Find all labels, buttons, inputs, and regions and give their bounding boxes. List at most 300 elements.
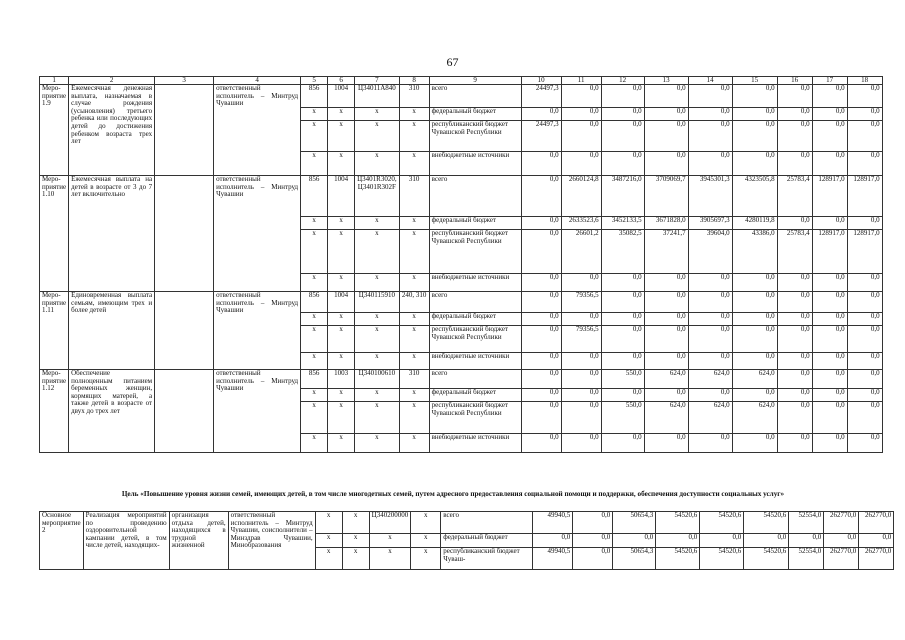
column-number-header: 16 — [777, 77, 812, 85]
column-number-header: 4 — [214, 77, 301, 85]
budget-code-type: x — [399, 389, 429, 402]
budget-code-target: x — [355, 434, 399, 453]
funding-value: 0,0 — [777, 85, 812, 108]
funding-value: 0,0 — [561, 370, 601, 389]
budget-code-type: 240, 310 — [399, 292, 429, 313]
table-row — [40, 292, 883, 313]
measure-label: Меро-приятие 1.9 — [40, 85, 69, 176]
funding-value: 128917,0 — [812, 230, 847, 274]
budget-code-target: x — [355, 389, 399, 402]
column-number-header: 17 — [812, 77, 847, 85]
funding-value: 0,0 — [521, 108, 561, 121]
measure-description: Единовременная выплата семьям, имеющим трех и более детей — [69, 292, 155, 370]
budget-code-section: x — [328, 121, 355, 152]
funding-value: 0,0 — [732, 434, 777, 453]
funding-value: 0,0 — [521, 326, 561, 353]
budget-code-section: x — [328, 230, 355, 274]
funding-source: республиканский бюджет Чувашской Республики — [429, 121, 521, 152]
funding-value: 0,0 — [521, 370, 561, 389]
funding-value: 0,0 — [812, 326, 847, 353]
measure-purpose — [155, 176, 214, 292]
budget-code-target: x — [355, 152, 399, 176]
budget-code-section: x — [328, 353, 355, 370]
budget-code-section: 1004 — [328, 292, 355, 313]
budget-code-grbs: x — [301, 389, 328, 402]
funding-value: 0,0 — [521, 217, 561, 230]
table-row — [40, 370, 883, 389]
funding-value: 2660124,8 — [561, 176, 601, 217]
funding-value: 0,0 — [601, 121, 644, 152]
measure-label: Меро-приятие 1.10 — [40, 176, 69, 292]
budget-code-type: 310 — [399, 370, 429, 389]
funding-value: 0,0 — [601, 108, 644, 121]
funding-value: 4280119,8 — [732, 217, 777, 230]
funding-value: 0,0 — [812, 353, 847, 370]
funding-value: 0,0 — [700, 534, 744, 548]
funding-value: 0,0 — [688, 274, 732, 292]
funding-value: 0,0 — [601, 326, 644, 353]
funding-value: 35082,5 — [601, 230, 644, 274]
funding-value: 0,0 — [521, 292, 561, 313]
funding-value: 54520,6 — [744, 512, 789, 534]
funding-source: всего — [429, 176, 521, 217]
funding-value: 0,0 — [688, 313, 732, 326]
funding-value: 54520,6 — [744, 548, 789, 570]
funding-source: федеральный бюджет — [429, 108, 521, 121]
funding-value: 0,0 — [847, 434, 882, 453]
column-number-header: 2 — [69, 77, 155, 85]
funding-value: 0,0 — [732, 313, 777, 326]
budget-code-section: 1003 — [328, 370, 355, 389]
funding-value: 25783,4 — [777, 176, 812, 217]
funding-value: 52554,0 — [789, 548, 824, 570]
funding-value: 0,0 — [812, 434, 847, 453]
funding-value: 3709069,7 — [644, 176, 688, 217]
funding-value: 0,0 — [521, 230, 561, 274]
funding-value: 0,0 — [688, 353, 732, 370]
funding-value: 0,0 — [521, 274, 561, 292]
funding-value: 0,0 — [777, 313, 812, 326]
budget-code-grbs: x — [315, 548, 342, 570]
funding-value: 0,0 — [561, 353, 601, 370]
budget-code-section: x — [328, 402, 355, 434]
funding-source: федеральный бюджет — [429, 217, 521, 230]
budget-code-target: x — [355, 274, 399, 292]
funding-value: 0,0 — [847, 402, 882, 434]
measure-purpose — [155, 85, 214, 176]
budget-code-grbs: x — [301, 326, 328, 353]
funding-source: федеральный бюджет — [441, 534, 533, 548]
funding-source: внебюджетные источники — [429, 353, 521, 370]
funding-value: 0,0 — [573, 512, 613, 534]
budget-code-section: x — [328, 274, 355, 292]
budget-code-type: x — [399, 326, 429, 353]
column-number-header: 10 — [521, 77, 561, 85]
funding-value: 0,0 — [601, 274, 644, 292]
page-number: 67 — [446, 55, 459, 69]
funding-value: 0,0 — [688, 152, 732, 176]
funding-value: 0,0 — [601, 85, 644, 108]
funding-source: всего — [441, 512, 533, 534]
funding-value: 3671828,0 — [644, 217, 688, 230]
budget-code-target: x — [355, 353, 399, 370]
budget-code-grbs: x — [301, 402, 328, 434]
funding-source: всего — [429, 370, 521, 389]
funding-value: 0,0 — [644, 389, 688, 402]
funding-value: 0,0 — [812, 85, 847, 108]
funding-value: 0,0 — [847, 353, 882, 370]
budget-code-type: 310 — [399, 176, 429, 217]
funding-value: 49940,5 — [533, 548, 573, 570]
funding-source: федеральный бюджет — [429, 313, 521, 326]
funding-value: 0,0 — [644, 313, 688, 326]
funding-value: 0,0 — [812, 370, 847, 389]
funding-value: 0,0 — [777, 370, 812, 389]
funding-value: 624,0 — [644, 402, 688, 434]
funding-value: 0,0 — [573, 534, 613, 548]
funding-value: 0,0 — [561, 402, 601, 434]
funding-value: 54520,6 — [656, 512, 700, 534]
funding-value: 50654,3 — [613, 512, 656, 534]
funding-value: 0,0 — [847, 121, 882, 152]
measure-label: Меро-приятие 1.12 — [40, 370, 69, 453]
funding-value: 0,0 — [561, 152, 601, 176]
funding-value: 0,0 — [644, 434, 688, 453]
funding-value: 624,0 — [688, 402, 732, 434]
funding-value: 54520,6 — [656, 548, 700, 570]
funding-value: 0,0 — [732, 326, 777, 353]
funding-value: 0,0 — [777, 326, 812, 353]
funding-value: 0,0 — [644, 152, 688, 176]
responsible-executor: ответственный исполнитель – Минтруд Чувашии — [214, 370, 301, 453]
budget-code-grbs: x — [301, 353, 328, 370]
budget-code-section: x — [328, 313, 355, 326]
funding-value: 0,0 — [847, 313, 882, 326]
funding-value: 0,0 — [777, 353, 812, 370]
budget-code-grbs: x — [301, 217, 328, 230]
funding-value: 0,0 — [561, 389, 601, 402]
funding-value: 0,0 — [644, 292, 688, 313]
measure-purpose — [155, 370, 214, 453]
funding-value: 0,0 — [847, 152, 882, 176]
funding-value: 0,0 — [777, 121, 812, 152]
funding-value: 0,0 — [561, 121, 601, 152]
funding-value: 0,0 — [732, 152, 777, 176]
budget-code-section: x — [328, 108, 355, 121]
funding-value: 0,0 — [601, 389, 644, 402]
budget-code-target: x — [369, 548, 411, 570]
funding-value: 0,0 — [812, 121, 847, 152]
funding-value: 0,0 — [688, 389, 732, 402]
funding-value: 262770,0 — [824, 512, 859, 534]
budget-code-grbs: x — [315, 512, 342, 534]
funding-value: 0,0 — [812, 292, 847, 313]
budget-code-grbs: x — [301, 108, 328, 121]
funding-value: 0,0 — [847, 292, 882, 313]
budget-code-type: x — [399, 434, 429, 453]
budget-code-grbs: 856 — [301, 292, 328, 313]
funding-value: 0,0 — [688, 108, 732, 121]
responsible-executor: ответственный исполнитель – Минтруд Чувашии — [214, 85, 301, 176]
budget-code-target: x — [369, 534, 411, 548]
budget-code-grbs: x — [301, 274, 328, 292]
funding-value: 0,0 — [777, 274, 812, 292]
funding-value: 262770,0 — [824, 548, 859, 570]
funding-value: 0,0 — [777, 292, 812, 313]
funding-value: 25783,4 — [777, 230, 812, 274]
funding-value: 0,0 — [812, 389, 847, 402]
budget-code-type: x — [399, 152, 429, 176]
funding-value: 0,0 — [521, 313, 561, 326]
budget-code-type: x — [411, 512, 441, 534]
funding-value: 262770,0 — [859, 512, 894, 534]
funding-value: 0,0 — [644, 353, 688, 370]
budget-code-target: x — [355, 108, 399, 121]
funding-value: 0,0 — [601, 152, 644, 176]
funding-value: 0,0 — [561, 434, 601, 453]
budget-code-section: 1004 — [328, 85, 355, 108]
budget-code-type: x — [411, 534, 441, 548]
column-number-header: 7 — [355, 77, 399, 85]
measure-purpose — [155, 292, 214, 370]
budget-code-section: x — [328, 217, 355, 230]
table-row — [40, 512, 894, 534]
funding-value: 0,0 — [744, 534, 789, 548]
funding-value: 0,0 — [847, 274, 882, 292]
funding-value: 54520,6 — [700, 512, 744, 534]
measure-label: Основное мероприятие 2 — [40, 512, 84, 570]
funding-value: 26601,2 — [561, 230, 601, 274]
funding-value: 0,0 — [847, 370, 882, 389]
funding-value: 624,0 — [644, 370, 688, 389]
funding-value: 49940,5 — [533, 512, 573, 534]
funding-value: 0,0 — [601, 292, 644, 313]
budget-code-grbs: 856 — [301, 85, 328, 108]
funding-value: 0,0 — [644, 121, 688, 152]
funding-value: 79356,5 — [561, 326, 601, 353]
budget-code-section: x — [328, 389, 355, 402]
budget-code-section: x — [342, 512, 369, 534]
funding-value: 0,0 — [732, 274, 777, 292]
funding-value: 0,0 — [688, 434, 732, 453]
funding-value: 0,0 — [777, 217, 812, 230]
funding-value: 0,0 — [521, 434, 561, 453]
budget-code-grbs: 856 — [301, 176, 328, 217]
funding-value: 0,0 — [561, 313, 601, 326]
funding-value: 0,0 — [812, 217, 847, 230]
funding-value: 0,0 — [812, 152, 847, 176]
funding-value: 3945301,3 — [688, 176, 732, 217]
column-number-header: 6 — [328, 77, 355, 85]
funding-value: 0,0 — [777, 434, 812, 453]
budget-code-target: Ц340115910 — [355, 292, 399, 313]
column-number-header: 1 — [40, 77, 69, 85]
responsible-executor: ответственный исполнитель – Минтруд Чувашии — [214, 292, 301, 370]
funding-value: 0,0 — [732, 121, 777, 152]
funding-value: 0,0 — [613, 534, 656, 548]
budget-code-section: x — [342, 534, 369, 548]
funding-source: республиканский бюджет Чуваш- — [441, 548, 533, 570]
funding-value: 0,0 — [644, 108, 688, 121]
responsible-executor: ответственный исполнитель – Минтруд Чувашии — [214, 176, 301, 292]
budget-code-grbs: x — [301, 313, 328, 326]
budget-code-section: x — [328, 152, 355, 176]
budget-code-target: Ц340200000 — [369, 512, 411, 534]
funding-value: 52554,0 — [789, 512, 824, 534]
funding-value: 128917,0 — [847, 176, 882, 217]
funding-value: 0,0 — [601, 434, 644, 453]
funding-value: 0,0 — [656, 534, 700, 548]
funding-value: 0,0 — [688, 292, 732, 313]
funding-value: 0,0 — [601, 313, 644, 326]
funding-value: 0,0 — [561, 85, 601, 108]
budget-code-grbs: x — [315, 534, 342, 548]
column-number-header: 13 — [644, 77, 688, 85]
funding-value: 262770,0 — [859, 548, 894, 570]
responsible-executor: ответственный исполнитель – Минтруд Чувашии, соисполнители – Минздрав Чувашии, Минобразования — [228, 512, 315, 570]
funding-value: 0,0 — [847, 217, 882, 230]
funding-source: всего — [429, 85, 521, 108]
budget-code-type: x — [399, 230, 429, 274]
goal-heading: Цель «Повышение уровня жизни семей, имеющих детей, в том числе многодетных семей, путем адресного предоставления социальной помощи и поддержки, обеспечения доступности социальных услуг» — [121, 490, 785, 498]
funding-value: 79356,5 — [561, 292, 601, 313]
funding-value: 0,0 — [859, 534, 894, 548]
funding-value: 50654,3 — [613, 548, 656, 570]
funding-value: 0,0 — [847, 326, 882, 353]
budget-code-target: Ц340100610 — [355, 370, 399, 389]
funding-value: 550,0 — [601, 370, 644, 389]
measure-label: Меро-приятие 1.11 — [40, 292, 69, 370]
budget-code-target: x — [355, 217, 399, 230]
budget-code-grbs: x — [301, 152, 328, 176]
funding-source: республиканский бюджет Чувашской Республики — [429, 230, 521, 274]
funding-value: 0,0 — [847, 85, 882, 108]
funding-value: 0,0 — [777, 389, 812, 402]
budget-code-type: x — [399, 217, 429, 230]
funding-value: 4323505,8 — [732, 176, 777, 217]
funding-value: 24497,3 — [521, 121, 561, 152]
funding-source: республиканский бюджет Чувашской Республики — [429, 402, 521, 434]
funding-value: 0,0 — [732, 292, 777, 313]
funding-value: 0,0 — [777, 402, 812, 434]
funding-value: 0,0 — [789, 534, 824, 548]
budget-code-target: Ц34011А840 — [355, 85, 399, 108]
budget-code-type: x — [399, 353, 429, 370]
measure-description: Ежемесячная денежная выплата, назначаемая в случае рождения (усыновления) третьего ребенка или последующих детей до достижения ребенком возраста трех лет — [69, 85, 155, 176]
funding-value: 0,0 — [777, 108, 812, 121]
budget-code-type: x — [399, 121, 429, 152]
funding-value: 0,0 — [644, 326, 688, 353]
funding-value: 3905697,3 — [688, 217, 732, 230]
budget-code-type: x — [399, 108, 429, 121]
budget-code-section: x — [342, 548, 369, 570]
funding-value: 0,0 — [688, 326, 732, 353]
budget-code-section: x — [328, 434, 355, 453]
funding-value: 0,0 — [732, 85, 777, 108]
budget-code-grbs: 856 — [301, 370, 328, 389]
funding-value: 624,0 — [732, 402, 777, 434]
funding-value: 24497,3 — [521, 85, 561, 108]
column-number-header: 15 — [732, 77, 777, 85]
funding-value: 550,0 — [601, 402, 644, 434]
column-number-header: 9 — [429, 77, 521, 85]
funding-value: 0,0 — [521, 389, 561, 402]
funding-value: 39604,0 — [688, 230, 732, 274]
funding-value: 0,0 — [732, 353, 777, 370]
funding-value: 128917,0 — [847, 230, 882, 274]
funding-value: 0,0 — [812, 313, 847, 326]
column-number-header: 5 — [301, 77, 328, 85]
funding-value: 37241,7 — [644, 230, 688, 274]
funding-value: 0,0 — [521, 353, 561, 370]
funding-value: 0,0 — [521, 402, 561, 434]
funding-value: 0,0 — [732, 108, 777, 121]
funding-value: 0,0 — [561, 274, 601, 292]
budget-code-type: x — [411, 548, 441, 570]
budget-code-grbs: x — [301, 434, 328, 453]
budget-code-section: 1004 — [328, 176, 355, 217]
funding-value: 128917,0 — [812, 176, 847, 217]
column-number-header: 12 — [601, 77, 644, 85]
funding-source: внебюджетные источники — [429, 434, 521, 453]
funding-value: 0,0 — [847, 108, 882, 121]
funding-source: внебюджетные источники — [429, 274, 521, 292]
funding-value: 43386,0 — [732, 230, 777, 274]
funding-value: 0,0 — [561, 108, 601, 121]
funding-value: 3452133,5 — [601, 217, 644, 230]
budget-code-target: Ц3401R3020, Ц3401R302F — [355, 176, 399, 217]
funding-value: 0,0 — [644, 274, 688, 292]
funding-value: 0,0 — [812, 108, 847, 121]
program-table-continued — [39, 511, 894, 570]
column-number-row — [40, 77, 883, 85]
column-number-header: 3 — [155, 77, 214, 85]
funding-value: 0,0 — [601, 353, 644, 370]
budget-code-target: x — [355, 230, 399, 274]
budget-code-target: x — [355, 121, 399, 152]
funding-value: 624,0 — [688, 370, 732, 389]
funding-value: 2633523,6 — [561, 217, 601, 230]
column-number-header: 18 — [847, 77, 882, 85]
funding-source: всего — [429, 292, 521, 313]
column-number-header: 14 — [688, 77, 732, 85]
funding-value: 0,0 — [777, 152, 812, 176]
column-number-header: 8 — [399, 77, 429, 85]
budget-code-section: x — [328, 326, 355, 353]
budget-code-target: x — [355, 313, 399, 326]
funding-source: внебюджетные источники — [429, 152, 521, 176]
funding-value: 0,0 — [812, 402, 847, 434]
funding-value: 0,0 — [812, 274, 847, 292]
funding-value: 0,0 — [688, 121, 732, 152]
funding-source: федеральный бюджет — [429, 389, 521, 402]
funding-value: 0,0 — [824, 534, 859, 548]
funding-value: 0,0 — [521, 176, 561, 217]
measure-purpose: организация отдыха детей, находящихся в трудной жизненной — [169, 512, 228, 570]
table-row — [40, 176, 883, 217]
budget-code-target: x — [355, 402, 399, 434]
funding-value: 0,0 — [732, 389, 777, 402]
funding-source: республиканский бюджет Чувашской Республики — [429, 326, 521, 353]
funding-value: 0,0 — [688, 85, 732, 108]
budget-code-type: x — [399, 402, 429, 434]
funding-value: 0,0 — [847, 389, 882, 402]
measure-description: Реализация мероприятий по проведению оздоровительной кампании детей, в том числе детей, находящих- — [83, 512, 169, 570]
funding-value: 54520,6 — [700, 548, 744, 570]
budget-code-grbs: x — [301, 230, 328, 274]
funding-value: 0,0 — [521, 152, 561, 176]
funding-value: 0,0 — [644, 85, 688, 108]
